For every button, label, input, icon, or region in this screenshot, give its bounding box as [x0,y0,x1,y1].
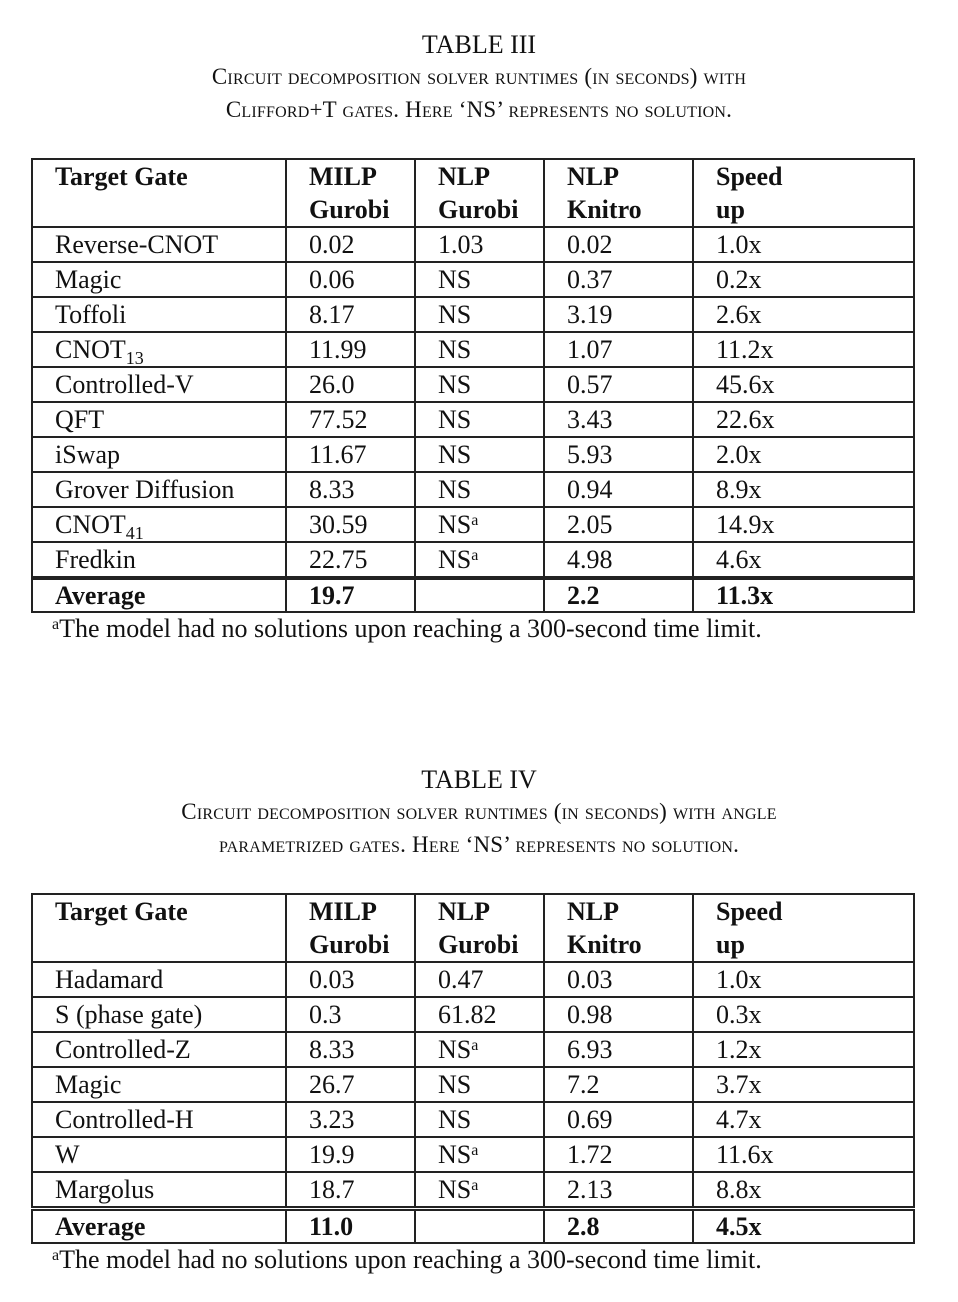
cell-speedup: 1.0x [693,962,914,997]
table-iii-average [31,578,915,613]
cell-nlp-gurobi: NS [415,262,544,297]
cell-milp-gurobi: 0.02 [286,227,415,262]
cell-nlp-gurobi: NS [415,472,544,507]
cell-milp-gurobi: 11.99 [286,332,415,367]
cell-milp-gurobi: 30.59 [286,507,415,542]
table-row [32,227,914,262]
cell-speedup: 14.9x [693,507,914,542]
cell-speedup: 11.2x [693,332,914,367]
cell-speedup: 8.8x [693,1172,914,1207]
cell-nlp-knitro: 0.98 [544,997,693,1032]
cell-milp-gurobi: 8.33 [286,1032,415,1067]
cell-nlp-gurobi: $NS^a$ [415,1137,544,1172]
average-label: Average [32,1210,286,1243]
cell-nlp-gurobi: NS [415,332,544,367]
cell-target-gate: Toffoli [32,297,286,332]
cell-nlp-knitro: 0.37 [544,262,693,297]
cell-target-gate: $CNOT_{41}$ [32,507,286,542]
cell-nlp-gurobi: 1.03 [415,227,544,262]
cell-target-gate: $CNOT_{13}$ [32,332,286,367]
table-row [32,1102,914,1137]
cell-nlp-gurobi: 61.82 [415,997,544,1032]
cell-nlp-knitro: 0.03 [544,962,693,997]
cell-milp-gurobi: 26.7 [286,1067,415,1102]
cell-milp-gurobi: 0.06 [286,262,415,297]
cell-nlp-gurobi: NS [415,297,544,332]
table-row [32,1137,914,1172]
cell-target-gate: Reverse-CNOT [32,227,286,262]
cell-nlp-knitro: 3.19 [544,297,693,332]
average-row [32,1210,914,1243]
average-nlp-gurobi [415,579,544,612]
cell-target-gate: S (phase gate) [32,997,286,1032]
cell-speedup: 1.0x [693,227,914,262]
cell-nlp-knitro: 1.07 [544,332,693,367]
table-caption-line1: Circuit decomposition solver runtimes (in seconds) with angle [181,799,777,824]
header-nlp-knitro: NLP Knitro [544,894,693,962]
table-row [32,262,914,297]
header-target-gate: Target Gate [32,159,286,227]
header-target-gate: Target Gate [32,894,286,962]
table-row [32,962,914,997]
gate-subscript: 13 [125,348,144,368]
cell-speedup: 45.6x [693,367,914,402]
cell-milp-gurobi: 8.17 [286,297,415,332]
table-row [32,542,914,577]
average-nlp-knitro: 2.2 [544,579,693,612]
average-row [32,579,914,612]
cell-target-gate: Magic [32,1067,286,1102]
header-milp-gurobi: MILP Gurobi [286,894,415,962]
table-row [32,402,914,437]
average-speedup: 4.5x [693,1210,914,1243]
cell-speedup: 1.2x [693,1032,914,1067]
header-speedup: Speed up [693,894,914,962]
cell-target-gate: Controlled-V [32,367,286,402]
cell-milp-gurobi: 3.23 [286,1102,415,1137]
table-iv-heading [0,765,958,861]
cell-nlp-gurobi: NS [415,367,544,402]
table-row [32,997,914,1032]
table-row [32,437,914,472]
cell-nlp-gurobi: NS [415,1067,544,1102]
cell-nlp-knitro: 2.05 [544,507,693,542]
table-row [32,1067,914,1102]
cell-milp-gurobi: 22.75 [286,542,415,577]
cell-speedup: 2.0x [693,437,914,472]
cell-speedup: 0.2x [693,262,914,297]
average-nlp-knitro: 2.8 [544,1210,693,1243]
table-row [32,472,914,507]
cell-target-gate: Hadamard [32,962,286,997]
table-number: TABLE IV [421,765,537,794]
average-milp: 11.0 [286,1210,415,1243]
cell-nlp-knitro: 3.43 [544,402,693,437]
table-iv [31,893,915,1208]
cell-target-gate: Fredkin [32,542,286,577]
table-number: TABLE III [421,30,537,59]
table-row [32,367,914,402]
footnote-mark: a [471,1037,479,1054]
cell-nlp-gurobi: $NS^a$ [415,1032,544,1067]
table-iv-average [31,1209,915,1244]
cell-nlp-knitro: 6.93 [544,1032,693,1067]
table-row [32,1172,914,1207]
cell-nlp-knitro: 0.57 [544,367,693,402]
cell-speedup: 11.6x [693,1137,914,1172]
footnote-mark: a [52,616,60,633]
cell-target-gate: Controlled-H [32,1102,286,1137]
table-row [32,297,914,332]
cell-nlp-knitro: 1.72 [544,1137,693,1172]
average-label: Average [32,579,286,612]
footnote-mark: a [471,547,479,564]
table-iii [31,158,915,578]
cell-milp-gurobi: 0.03 [286,962,415,997]
cell-milp-gurobi: 0.3 [286,997,415,1032]
cell-speedup: 3.7x [693,1067,914,1102]
cell-speedup: 4.6x [693,542,914,577]
table-header-row [32,159,914,227]
cell-nlp-gurobi: NS [415,402,544,437]
footnote-mark: a [471,1177,479,1194]
cell-nlp-knitro: 7.2 [544,1067,693,1102]
cell-nlp-knitro: 0.69 [544,1102,693,1137]
cell-target-gate: QFT [32,402,286,437]
cell-milp-gurobi: 11.67 [286,437,415,472]
table-caption-line2: Clifford+T gates. Here ‘NS’ represents no solution. [225,97,733,122]
cell-milp-gurobi: 77.52 [286,402,415,437]
cell-speedup: 8.9x [693,472,914,507]
average-speedup: 11.3x [693,579,914,612]
cell-nlp-gurobi: NS [415,1102,544,1137]
cell-speedup: 2.6x [693,297,914,332]
cell-target-gate: iSwap [32,437,286,472]
cell-milp-gurobi: 19.9 [286,1137,415,1172]
footnote-mark: a [52,1247,60,1264]
cell-nlp-gurobi: $NS^a$ [415,507,544,542]
footnote-text: The model had no solutions upon reaching a 300-second time limit. [59,614,762,643]
cell-target-gate: W [32,1137,286,1172]
average-milp: 19.7 [286,579,415,612]
cell-speedup: 4.7x [693,1102,914,1137]
header-speedup: Speed up [693,159,914,227]
table-row [32,1032,914,1067]
cell-nlp-knitro: 0.94 [544,472,693,507]
footnote-text: The model had no solutions upon reaching a 300-second time limit. [59,1245,762,1274]
cell-nlp-gurobi: 0.47 [415,962,544,997]
table-caption-line1: Circuit decomposition solver runtimes (in seconds) with [211,64,747,89]
table-row [32,332,914,367]
cell-nlp-gurobi: $NS^a$ [415,1172,544,1207]
footnote-mark: a [471,1142,479,1159]
table-row [32,507,914,542]
cell-nlp-knitro: 5.93 [544,437,693,472]
cell-target-gate: Controlled-Z [32,1032,286,1067]
cell-target-gate: Magic [32,262,286,297]
table-caption-line2: parametrized gates. Here ‘NS’ represents no solution. [218,832,740,857]
footnote-mark: a [471,512,479,529]
gate-subscript: 41 [125,523,144,543]
cell-milp-gurobi: 8.33 [286,472,415,507]
header-milp-gurobi: MILP Gurobi [286,159,415,227]
cell-nlp-gurobi: NS [415,437,544,472]
cell-nlp-knitro: 4.98 [544,542,693,577]
table-iii-heading [0,30,958,126]
table-iv-footnote [52,1245,762,1275]
cell-nlp-knitro: 2.13 [544,1172,693,1207]
cell-nlp-gurobi: $NS^a$ [415,542,544,577]
cell-milp-gurobi: 26.0 [286,367,415,402]
average-nlp-gurobi [415,1210,544,1243]
header-nlp-gurobi: NLP Gurobi [415,159,544,227]
header-nlp-knitro: NLP Knitro [544,159,693,227]
cell-target-gate: Grover Diffusion [32,472,286,507]
cell-target-gate: Margolus [32,1172,286,1207]
cell-milp-gurobi: 18.7 [286,1172,415,1207]
header-nlp-gurobi: NLP Gurobi [415,894,544,962]
cell-speedup: 0.3x [693,997,914,1032]
table-header-row [32,894,914,962]
cell-nlp-knitro: 0.02 [544,227,693,262]
table-iii-footnote [52,614,762,644]
cell-speedup: 22.6x [693,402,914,437]
